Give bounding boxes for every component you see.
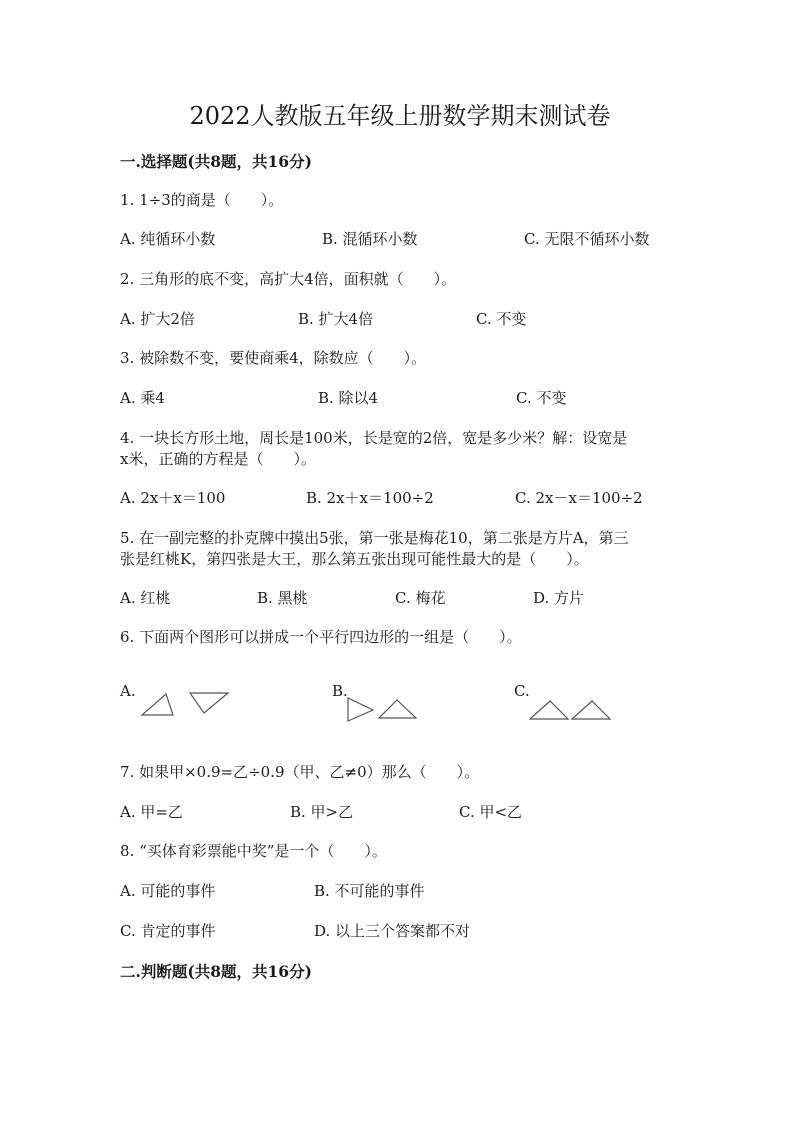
question-5-line-2: 张是红桃K，第四张是大王，那么第五张出现可能性最大的是（ ）。	[120, 550, 589, 568]
triangle-upright-shape	[379, 700, 416, 718]
question-5-line-1: 5. 在一副完整的扑克牌中摸出5张，第一张是梅花10，第二张是方片A，第三	[120, 529, 629, 547]
question-1-option-b[interactable]: B. 混循环小数	[322, 230, 418, 248]
triangle-upright-shape	[572, 701, 610, 719]
question-7-option-a[interactable]: A. 甲=乙	[120, 803, 183, 821]
question-7-option-c[interactable]: C. 甲<乙	[459, 803, 523, 821]
question-2-option-b[interactable]: B. 扩大4倍	[298, 310, 374, 328]
question-4-line-2: x米，正确的方程是（ ）。	[120, 450, 316, 468]
question-5-option-a[interactable]: A. 红桃	[120, 589, 171, 607]
question-4-line-1: 4. 一块长方形土地，周长是100米，长是宽的2倍，宽是多少米？解：设宽是	[120, 429, 628, 447]
section-heading-choice: 一.选择题(共8题，共16分)	[120, 152, 312, 171]
question-8-option-d[interactable]: D. 以上三个答案都不对	[314, 922, 471, 940]
question-7: 7. 如果甲×0.9=乙÷0.9（甲、乙≠0）那么（ ）。	[120, 763, 480, 781]
question-1-option-a[interactable]: A. 纯循环小数	[120, 230, 216, 248]
question-3-option-c[interactable]: C. 不变	[516, 389, 567, 407]
question-2-option-a[interactable]: A. 扩大2倍	[120, 310, 195, 328]
question-1: 1. 1÷3的商是（ ）。	[120, 191, 284, 209]
question-1-option-c[interactable]: C. 无限不循环小数	[524, 230, 650, 248]
question-2: 2. 三角形的底不变，高扩大4倍，面积就（ ）。	[120, 270, 457, 288]
triangle-upright-shape	[142, 694, 173, 715]
question-5-option-c[interactable]: C. 梅花	[395, 589, 446, 607]
question-3-option-b[interactable]: B. 除以4	[318, 389, 379, 407]
triangle-inverted-shape	[190, 693, 228, 713]
question-8: 8. “买体育彩票能中奖”是一个（ ）。	[120, 842, 387, 860]
question-4-option-c[interactable]: C. 2x－x＝100÷2	[515, 489, 643, 507]
question-6-option-c[interactable]: C.	[514, 682, 530, 700]
question-6: 6. 下面两个图形可以拼成一个平行四边形的一组是（ ）。	[120, 628, 522, 646]
triangle-sideways-shape	[348, 698, 373, 721]
section-heading-judgment: 二.判断题(共8题，共16分)	[120, 962, 312, 981]
question-8-option-a[interactable]: A. 可能的事件	[120, 882, 216, 900]
question-8-option-b[interactable]: B. 不可能的事件	[314, 882, 425, 900]
page-title: 2022人教版五年级上册数学期末测试卷	[189, 102, 611, 130]
question-4-option-b[interactable]: B. 2x＋x＝100÷2	[306, 489, 434, 507]
question-5-option-d[interactable]: D. 方片	[533, 589, 585, 607]
option-a-triangles-figure	[140, 690, 235, 720]
question-5-option-b[interactable]: B. 黑桃	[257, 589, 308, 607]
option-b-triangles-figure	[345, 696, 420, 724]
question-2-option-c[interactable]: C. 不变	[476, 310, 527, 328]
question-8-option-c[interactable]: C. 肯定的事件	[120, 922, 216, 940]
question-3: 3. 被除数不变，要使商乘4，除数应（ ）。	[120, 349, 427, 367]
question-4-option-a[interactable]: A. 2x＋x＝100	[120, 489, 226, 507]
question-6-option-a[interactable]: A.	[120, 682, 136, 700]
option-c-triangles-figure	[528, 698, 618, 724]
question-3-option-a[interactable]: A. 乘4	[120, 389, 165, 407]
question-6-option-b[interactable]: B.	[332, 682, 348, 700]
triangle-upright-shape	[530, 701, 568, 719]
question-7-option-b[interactable]: B. 甲>乙	[290, 803, 354, 821]
